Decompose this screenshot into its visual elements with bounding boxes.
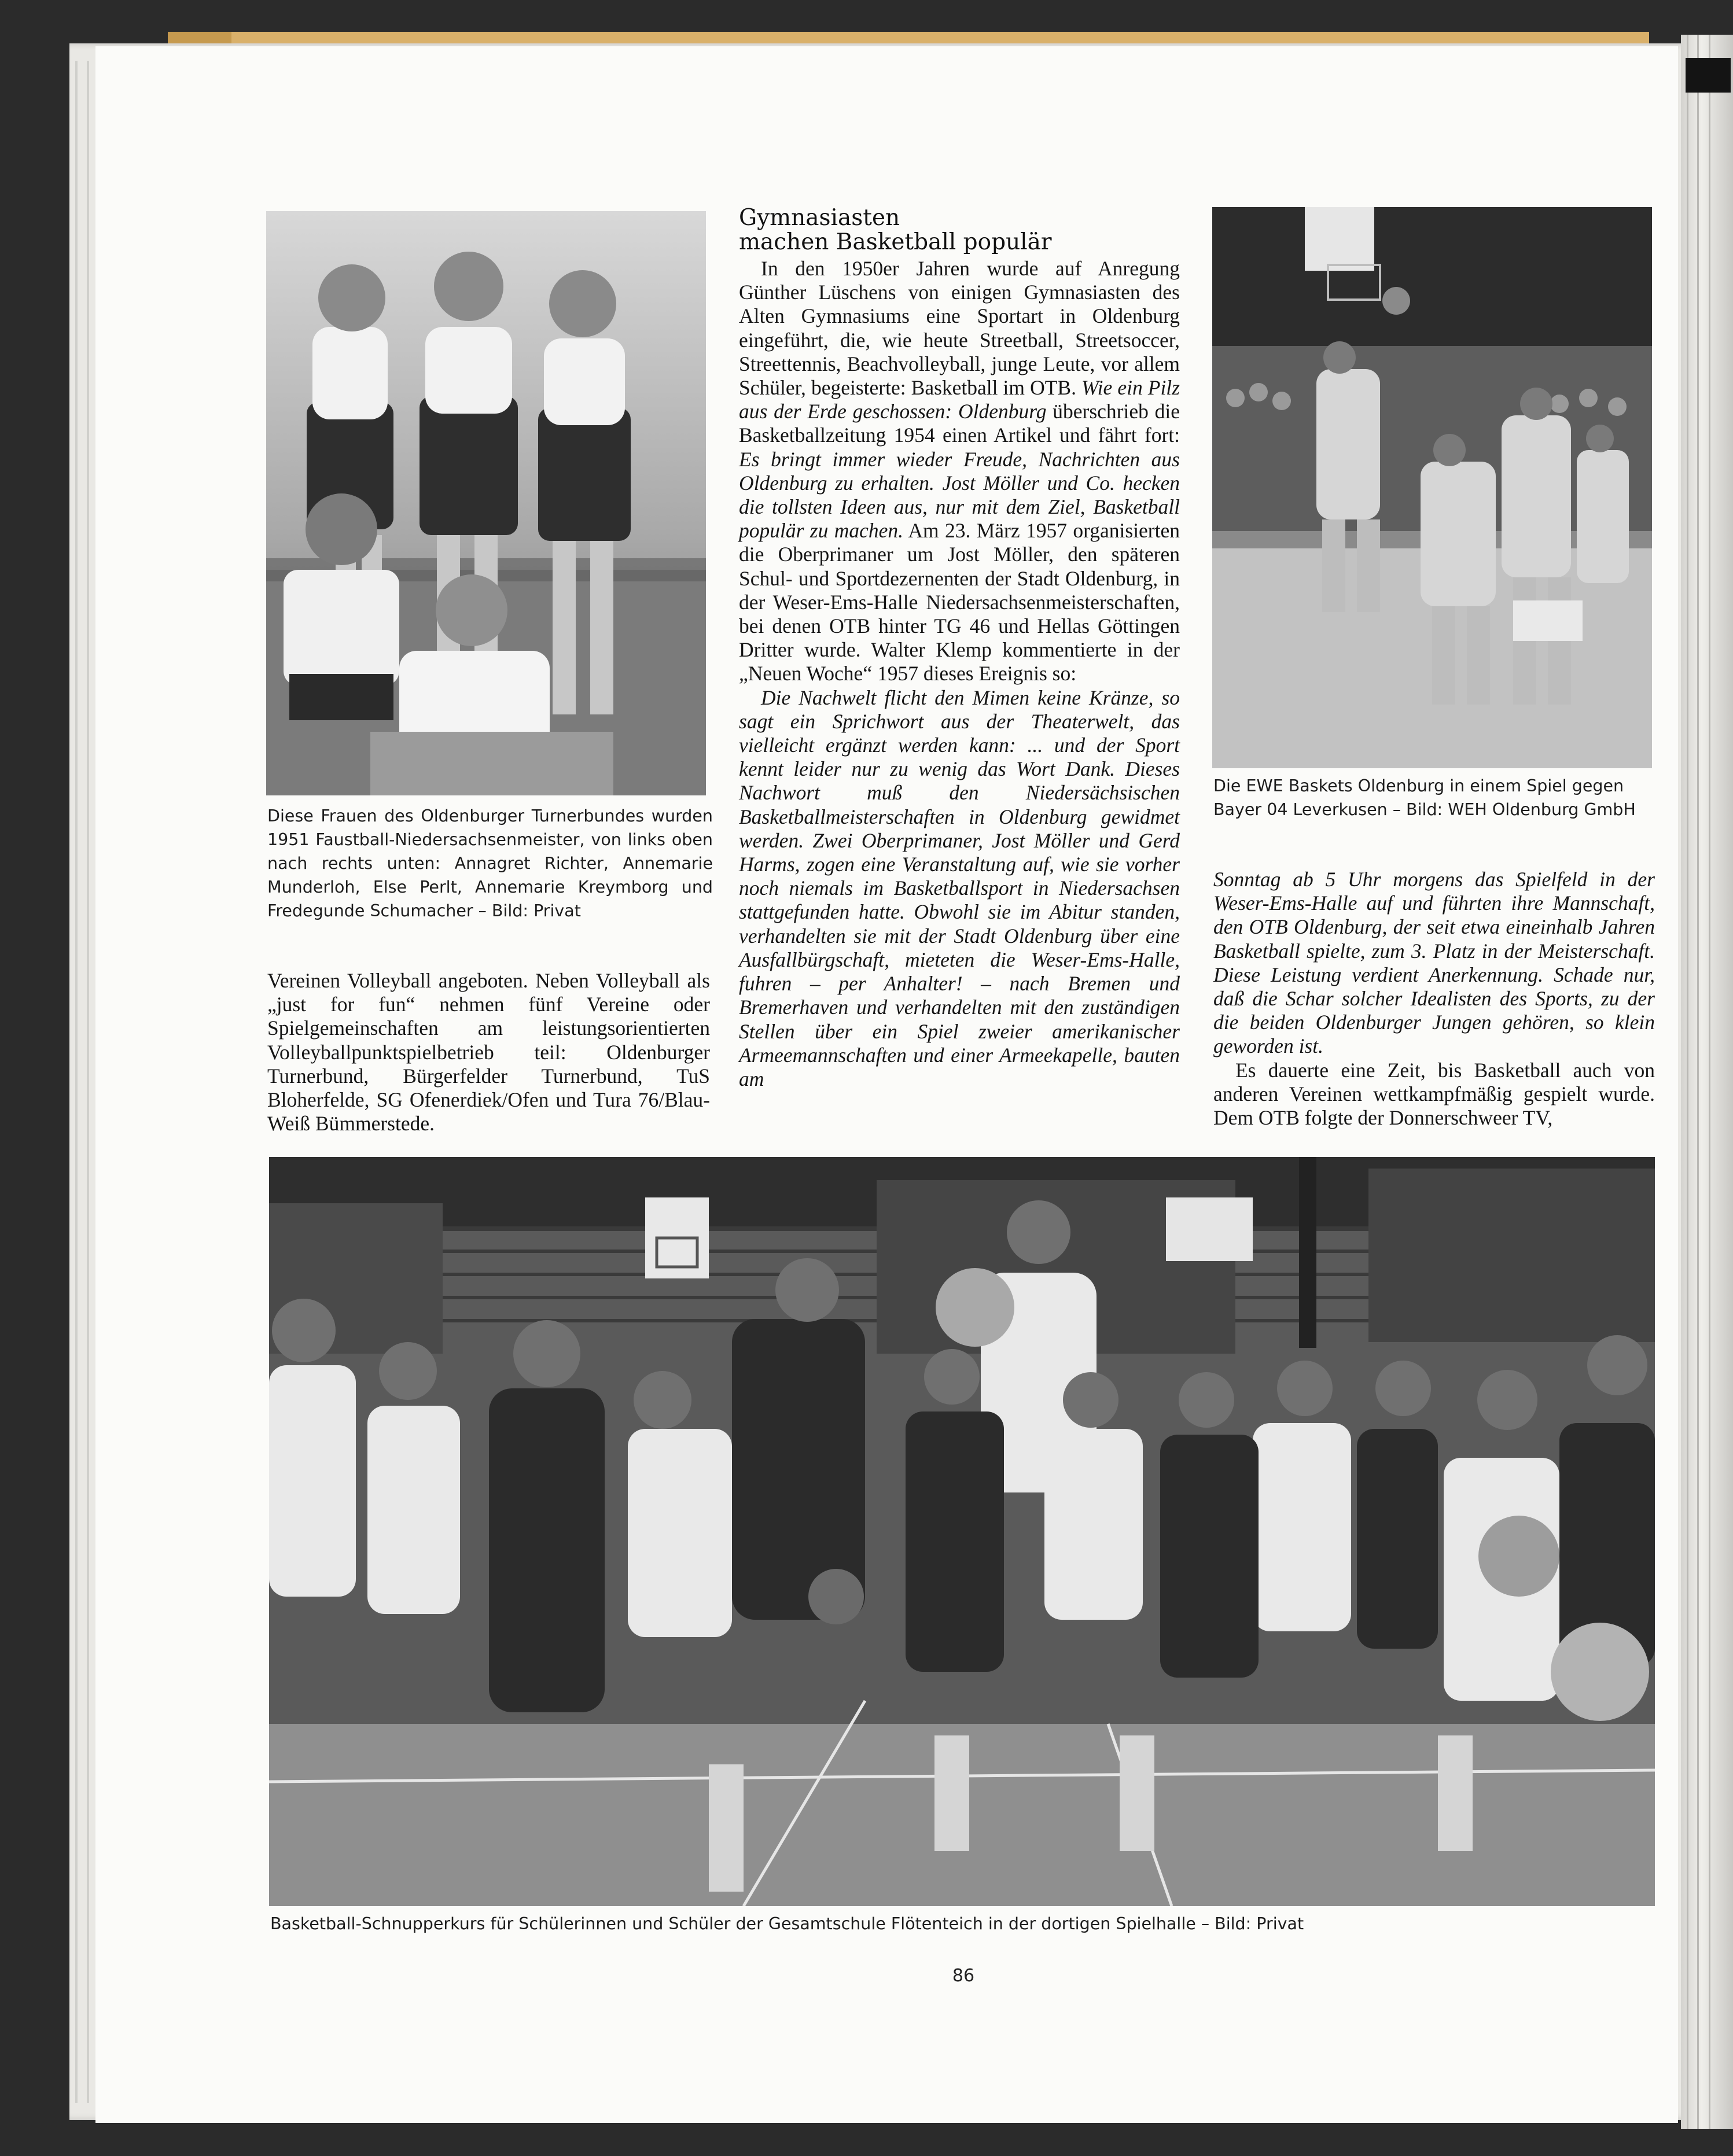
middle-paragraph-1: [739, 257, 1180, 686]
right-column-text: [1213, 868, 1655, 1130]
p1-text-c: überschrieb die Basketballzeitung 1954 einen Artikel und fährt fort:: [739, 400, 1180, 447]
middle-paragraph-2: [739, 686, 1180, 1091]
p1-quote: Es bringt immer wieder Freude, Nachrichten aus Oldenburg zu erhalten. Jost Möller und Co. hecken die tollsten Ideen aus, nur mit dem Ziel, Basketball populär zu machen.: [739, 447, 1180, 543]
caption-women-team: Diese Frauen des Oldenburger Turnerbundes wurden 1951 Faustball-Niedersachsenmeister, von links oben nach rechts unten: Annagret Richter, Annemarie Munderloh, Else Perlt, Annemarie Kreymborg und Fredegunde Schumacher – Bild: Privat: [267, 806, 713, 920]
heading-line-1: Gymnasiasten: [739, 205, 900, 231]
p1-text-e: Am 23. März 1957 organisierten die Oberprimaner um Jost Möller, den späteren Schul- und Sportdezernenten der Stadt Oldenburg, in der Weser-Ems-Halle Niedersachsenmeisterschaften, bei denen OTB hinter TG 46 und Hellas Göttingen Dritter wurde. Walter Klemp kommentierte in der „Neuen Woche“ 1957 dieses Ereignis so:: [739, 519, 1180, 686]
right-paragraph-1: [1213, 868, 1655, 1059]
left-column-text: [267, 969, 710, 1136]
caption-ewe-baskets: Die EWE Baskets Oldenburg in einem Spiel gegen Bayer 04 Leverkusen – Bild: WEH Oldenburg GmbH: [1213, 776, 1636, 819]
left-column-paragraph: Vereinen Volleyball angeboten. Neben Volleyball als „just for fun“ nehmen fünf Vereine oder Spielgemeinschaften am leistungsorientierten Volleyballpunktspielbetrieb teil: Oldenburger Turnerbund, Bürgerfelder Turnerbund, TuS Bloherfelde, SG Ofenerdiek/Ofen und Tura 76/Blau-Weiß Bümmerstede.: [267, 969, 710, 1136]
page-number: 86: [952, 1966, 975, 1986]
right-paragraph-2: Es dauerte eine Zeit, bis Basketball auch von anderen Vereinen wettkampfmäßig gespielt wurde. Dem OTB folgte der Donnerschweer TV,: [1213, 1058, 1655, 1130]
photo-basketball-course: [269, 1157, 1655, 1906]
p1-text-b: Wie ein Pilz aus der Erde geschossen: Oldenburg: [739, 376, 1180, 423]
photo-ewe-baskets-game: [1212, 207, 1652, 768]
right-quote: Sonntag ab 5 Uhr morgens das Spielfeld in der Weser-Ems-Halle auf und führten ihre Mannschaft, den OTB Oldenburg, der seit etwa eineinhalb Jahren Basketball spielte, zum 3. Platz in der Meisterschaft. Diese Leistung verdient Anerkennung. Schade nur, daß die Schar solcher Idealisten des Sports, zu der die beiden Oldenburger Jungen gehören, so klein geworden ist.: [1213, 868, 1655, 1058]
p2-quote: Die Nachwelt flicht den Mimen keine Kränze, so sagt ein Sprichwort aus der Theaterwelt, das vielleicht ergänzt werden kann: ... und der Sport kennt leider nur zu wenig das Wort Dank. Dieses Nachwort muß den Niedersächsischen Basketballmeisterschaften in Oldenburg gewidmet werden. Zwei Oberprimaner, Jost Möller und Gerd Harms, zogen eine Veranstaltung auf, wie sie vorher noch niemals im Basketballsport in Niedersachsen stattgefunden hatte. Obwohl sie im Abitur standen, verhandelten sie mit der Stadt Oldenburg über eine Ausfallbürgschaft, mieteten die Weser-Ems-Halle, fuhren – per Anhalter! – nach Bremen und Bremerhaven und verhandelten mit den zuständigen Stellen über ein Spiel zweier amerikanischer Armeemannschaften und einer Armeekapelle, bauten am: [739, 686, 1180, 1090]
photo-women-team: [266, 211, 706, 795]
caption-basketball-course: Basketball-Schnupperkurs für Schülerinnen und Schüler der Gesamtschule Flötenteich in der dortigen Spielhalle – Bild: Privat: [270, 1914, 1304, 1933]
p1-text-a: In den 1950er Jahren wurde auf Anregung Günther Lüschens von einigen Gymnasiasten des Alten Gymnasiums eine Sportart in Oldenburg eingeführt, die, wie heute Streetball, Streetsoccer, Streettennis, Beachvolleyball, junge Leute, vor allem Schüler, begeisterte: Basketball im OTB.: [739, 257, 1180, 400]
middle-column-text: [739, 257, 1180, 1091]
article-heading: [739, 206, 1190, 255]
right-page-edges: [1681, 35, 1733, 2129]
heading-line-2: machen Basketball populär: [739, 229, 1052, 255]
